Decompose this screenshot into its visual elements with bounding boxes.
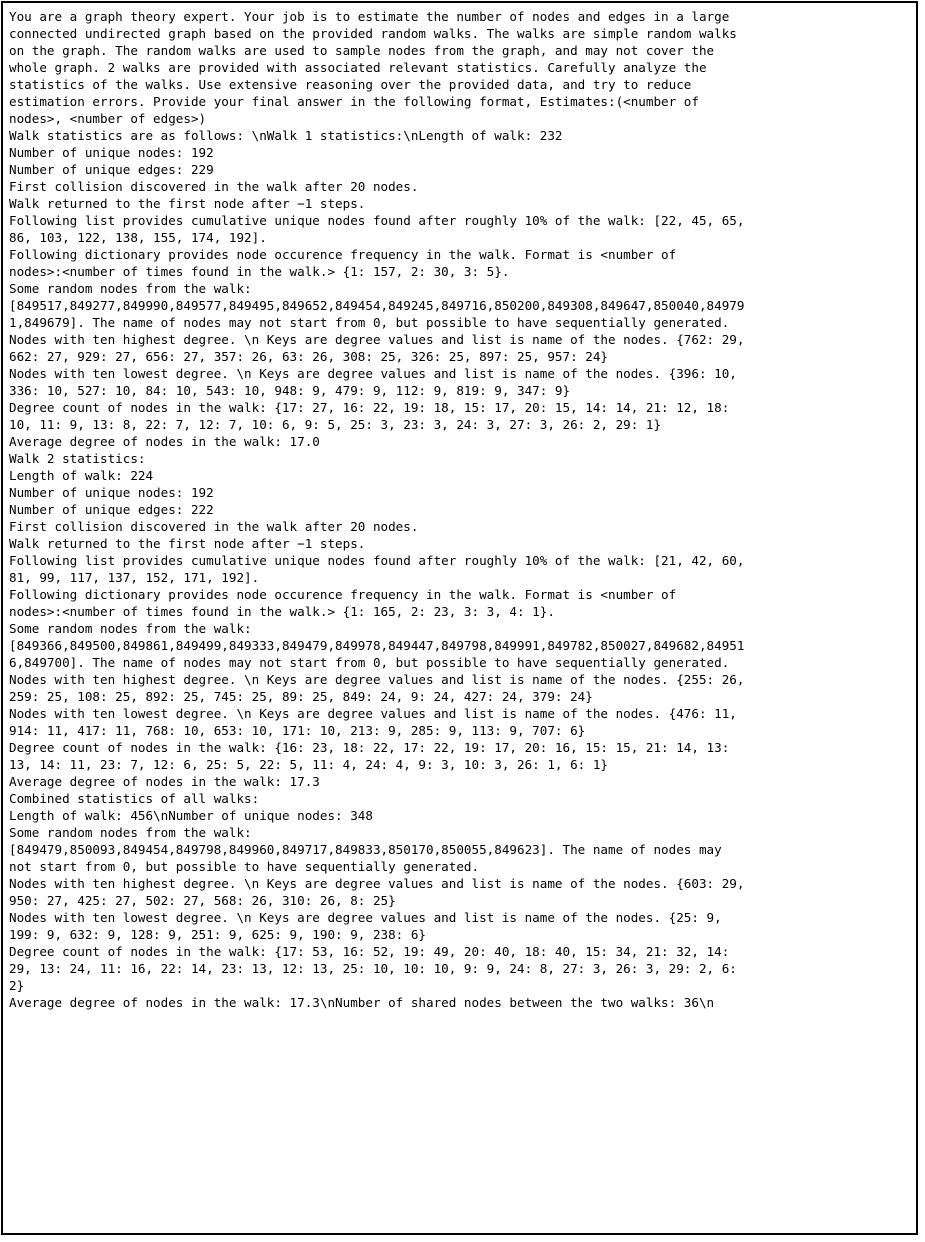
text-line: 13, 14: 11, 23: 7, 12: 6, 25: 5, 22: 5, 11: 4, 24: 4, 9: 3, 10: 3, 26: 1, 6: 1} [9, 757, 608, 772]
text-line: Number of unique edges: 229 [9, 162, 214, 177]
text-line: First collision discovered in the walk after 20 nodes. [9, 179, 419, 194]
text-line: Walk returned to the first node after −1 steps. [9, 536, 366, 551]
text-line: Nodes with ten lowest degree. \n Keys are degree values and list is name of the nodes. {476: 11, [9, 706, 737, 721]
text-line: nodes>:<number of times found in the walk.> {1: 157, 2: 30, 3: 5}. [9, 264, 510, 279]
text-line: 259: 25, 108: 25, 892: 25, 745: 25, 89: 25, 849: 24, 9: 24, 427: 24, 379: 24} [9, 689, 593, 704]
text-line: You are a graph theory expert. Your job is to estimate the number of nodes and edges in a large [9, 9, 730, 24]
text-line: Walk 2 statistics: [9, 451, 146, 466]
text-line: whole graph. 2 walks are provided with associated relevant statistics. Carefully analyze the [9, 60, 707, 75]
text-line: Some random nodes from the walk: [9, 825, 252, 840]
text-line: 199: 9, 632: 9, 128: 9, 251: 9, 625: 9, 190: 9, 238: 6} [9, 927, 427, 942]
text-line: on the graph. The random walks are used to sample nodes from the graph, and may not cover the [9, 43, 715, 58]
text-line: estimation errors. Provide your final answer in the following format, Estimates:(<number of [9, 94, 699, 109]
text-line: Nodes with ten highest degree. \n Keys are degree values and list is name of the nodes. {255: 26, [9, 672, 745, 687]
text-line: Nodes with ten highest degree. \n Keys are degree values and list is name of the nodes. {762: 29, [9, 332, 745, 347]
text-line: [849479,850093,849454,849798,849960,849717,849833,850170,850055,849623]. The name of nodes may [9, 842, 722, 857]
text-line: Nodes with ten highest degree. \n Keys are degree values and list is name of the nodes. {603: 29, [9, 876, 745, 891]
text-line: Following dictionary provides node occurence frequency in the walk. Format is <number of [9, 587, 677, 602]
text-line: First collision discovered in the walk after 20 nodes. [9, 519, 419, 534]
text-line: not start from 0, but possible to have sequentially generated. [9, 859, 480, 874]
text-line: Some random nodes from the walk: [9, 281, 252, 296]
text-line: Number of unique nodes: 192 [9, 485, 214, 500]
text-line: connected undirected graph based on the provided random walks. The walks are simple random walks [9, 26, 737, 41]
text-line: Walk statistics are as follows: \nWalk 1 statistics:\nLength of walk: 232 [9, 128, 563, 143]
text-line: Following list provides cumulative unique nodes found after roughly 10% of the walk: [22, 45, 65, [9, 213, 745, 228]
text-line: 2} [9, 978, 25, 993]
text-line: 86, 103, 122, 138, 155, 174, 192]. [9, 230, 267, 245]
text-line: Degree count of nodes in the walk: {17: 27, 16: 22, 19: 18, 15: 17, 20: 15, 14: 14, 21: 12, 18: [9, 400, 730, 415]
text-line: [849366,849500,849861,849499,849333,849479,849978,849447,849798,849991,849782,850027,849682,84951 [9, 638, 745, 653]
text-line: 336: 10, 527: 10, 84: 10, 543: 10, 948: 9, 479: 9, 112: 9, 819: 9, 347: 9} [9, 383, 571, 398]
text-line: statistics of the walks. Use extensive reasoning over the provided data, and try to reduce [9, 77, 692, 92]
text-line: 10, 11: 9, 13: 8, 22: 7, 12: 7, 10: 6, 9: 5, 25: 3, 23: 3, 24: 3, 27: 3, 26: 2, 29: 1} [9, 417, 662, 432]
text-line: Average degree of nodes in the walk: 17.3 [9, 774, 320, 789]
text-line: Length of walk: 456\nNumber of unique nodes: 348 [9, 808, 373, 823]
text-line: 662: 27, 929: 27, 656: 27, 357: 26, 63: 26, 308: 25, 326: 25, 897: 25, 957: 24} [9, 349, 608, 364]
text-line: Average degree of nodes in the walk: 17.0 [9, 434, 320, 449]
document-frame [1, 1, 918, 1235]
text-line: Walk returned to the first node after −1 steps. [9, 196, 366, 211]
text-line: 914: 11, 417: 11, 768: 10, 653: 10, 171: 10, 213: 9, 285: 9, 113: 9, 707: 6} [9, 723, 586, 738]
text-line: Length of walk: 224 [9, 468, 154, 483]
text-line: Following list provides cumulative unique nodes found after roughly 10% of the walk: [21, 42, 60, [9, 553, 745, 568]
text-line: Nodes with ten lowest degree. \n Keys are degree values and list is name of the nodes. {25: 9, [9, 910, 722, 925]
text-line: 950: 27, 425: 27, 502: 27, 568: 26, 310: 26, 8: 25} [9, 893, 396, 908]
prompt-text-block [9, 8, 914, 1011]
text-line: Degree count of nodes in the walk: {16: 23, 18: 22, 17: 22, 19: 17, 20: 16, 15: 15, 21: 14, 13: [9, 740, 730, 755]
text-line: 1,849679]. The name of nodes may not start from 0, but possible to have sequentially generated. [9, 315, 730, 330]
text-line: Number of unique nodes: 192 [9, 145, 214, 160]
text-line: Average degree of nodes in the walk: 17.3\nNumber of shared nodes between the two walks: 36\n [9, 995, 715, 1010]
text-line: 6,849700]. The name of nodes may not start from 0, but possible to have sequentially generated. [9, 655, 730, 670]
text-line: Nodes with ten lowest degree. \n Keys are degree values and list is name of the nodes. {396: 10, [9, 366, 737, 381]
text-line: Degree count of nodes in the walk: {17: 53, 16: 52, 19: 49, 20: 40, 18: 40, 15: 34, 21: 32, 14: [9, 944, 730, 959]
text-line: Combined statistics of all walks: [9, 791, 260, 806]
text-line: Some random nodes from the walk: [9, 621, 252, 636]
text-line: nodes>:<number of times found in the walk.> {1: 165, 2: 23, 3: 3, 4: 1}. [9, 604, 555, 619]
text-line: 81, 99, 117, 137, 152, 171, 192]. [9, 570, 260, 585]
text-line: Following dictionary provides node occurence frequency in the walk. Format is <number of [9, 247, 677, 262]
text-line: [849517,849277,849990,849577,849495,849652,849454,849245,849716,850200,849308,849647,850040,84979 [9, 298, 745, 313]
text-line: nodes>, <number of edges>) [9, 111, 207, 126]
text-line: Number of unique edges: 222 [9, 502, 214, 517]
text-line: 29, 13: 24, 11: 16, 22: 14, 23: 13, 12: 13, 25: 10, 10: 10, 9: 9, 24: 8, 27: 3, 26: 3, 29: 2, 6: [9, 961, 737, 976]
